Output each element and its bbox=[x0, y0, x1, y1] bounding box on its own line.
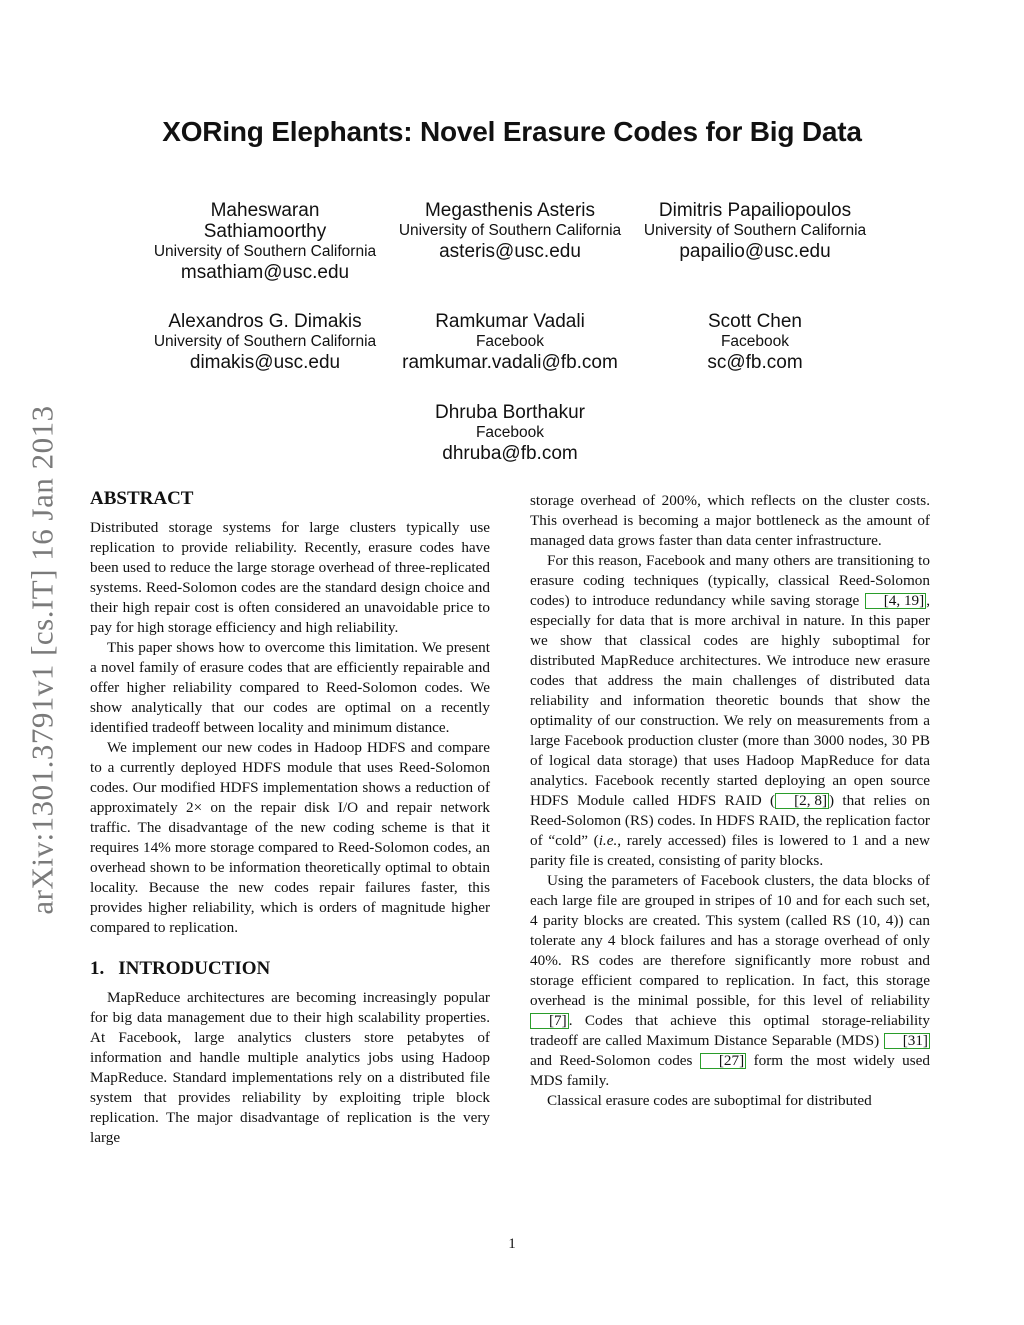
author-block bbox=[395, 311, 625, 373]
abstract-paragraph: This paper shows how to overcome this limitation. We present a novel family of erasure codes that are efficiently repairable and offer higher reliability compared to Reed-Solomon codes. We show analytically that our codes are optimal on a recently identified tradeoff between locality and minimum distance. bbox=[90, 639, 490, 736]
citation-link[interactable]: [27] bbox=[700, 1053, 746, 1069]
section-title: INTRODUCTION bbox=[118, 958, 271, 979]
author-affiliation: University of Southern California bbox=[398, 222, 622, 239]
abstract-paragraph: We implement our new codes in Hadoop HDFS and compare to a currently deployed HDFS module that uses Reed-Solomon codes. Our modified HDFS implementation shows a reduction of approximately 2× on the repair disk I/O and repair network traffic. The disadvantage of the new coding scheme is that it requires 14% more storage compared to Reed-Solomon codes, an overhead shown to be information theoretically optimal to obtain locality. Because the new codes repair failures faster, this provides higher reliability, which is orders of magnitude higher compared to replication. bbox=[90, 739, 490, 936]
citation-link[interactable]: [7] bbox=[530, 1013, 569, 1029]
author-name: Scott Chen bbox=[708, 311, 802, 332]
arxiv-identifier-text: arXiv:1301.3791v1 [cs.IT] 16 Jan 2013 bbox=[25, 405, 60, 915]
left-column bbox=[90, 488, 490, 1148]
author-email: sc@fb.com bbox=[707, 352, 803, 373]
author-block bbox=[640, 311, 870, 373]
citation-link[interactable]: [31] bbox=[884, 1033, 930, 1049]
author-block bbox=[150, 311, 380, 373]
author-block bbox=[395, 200, 625, 262]
section-number: 1. bbox=[90, 958, 105, 979]
citation-link[interactable]: [2, 8] bbox=[775, 793, 829, 809]
author-name: Dimitris Papailiopoulos bbox=[658, 200, 852, 221]
author-affiliation: Facebook bbox=[720, 333, 790, 350]
author-block bbox=[640, 200, 870, 262]
body-paragraph: For this reason, Facebook and many others are transitioning to erasure coding techniques (typically, classical Reed-Solomon codes) to introduce redundancy while saving storage [4, 19] , especially for data that is more archival in nature. In this paper we show that classical codes are highly suboptimal for distributed MapReduce architectures. We introduce new erasure codes that address the main challenges of distributed data reliability and information theoretic bounds that show the optimality of our construction. We rely on measurements from a large Facebook production cluster (more than 3000 nodes, 30 PB of logical data storage) that uses Hadoop MapReduce for data analytics. Facebook recently started deploying an open source HDFS Module called HDFS RAID ( [2, 8] ) that relies on Reed-Solomon (RS) codes. In HDFS RAID, the replication factor of “cold” (i.e., rarely accessed) files is lowered to 1 and a new parity file is created, consisting of parity blocks. bbox=[530, 552, 930, 869]
introduction-heading bbox=[90, 958, 490, 980]
author-affiliation: University of Southern California bbox=[643, 222, 867, 239]
author-affiliation: University of Southern California bbox=[153, 333, 377, 350]
author-email: asteris@usc.edu bbox=[439, 241, 581, 262]
abstract-paragraph: Distributed storage systems for large clusters typically use replication to provide reliability. Recently, erasure codes have been used to reduce the large storage overhead of three-replicated systems. Reed-Solomon codes are the standard design choice and their high repair cost is often considered an unavoidable price to pay for high storage efficiency and high reliability. bbox=[90, 519, 490, 636]
author-affiliation: Facebook bbox=[475, 424, 545, 441]
author-name: Alexandros G. Dimakis bbox=[168, 311, 362, 332]
body-paragraph: Classical erasure codes are suboptimal for distributed bbox=[547, 1092, 872, 1109]
author-name: Dhruba Borthakur bbox=[435, 402, 585, 423]
author-email: msathiam@usc.edu bbox=[180, 262, 350, 283]
author-block bbox=[395, 402, 625, 464]
introduction-paragraph: MapReduce architectures are becoming increasingly popular for big data management due to their high scalability properties. At Facebook, large analytics clusters store petabytes of information and handle multiple analytics jobs using Hadoop MapReduce. Standard implementations rely on a distributed file system that provides reliability by exploiting triple block replication. The major disadvantage of replication is the very large bbox=[90, 989, 490, 1146]
author-name: Megasthenis Asteris bbox=[424, 200, 596, 221]
author-name: Maheswaran Sathiamoorthy bbox=[203, 200, 327, 242]
author-block bbox=[150, 200, 380, 283]
author-affiliation: University of Southern California bbox=[153, 243, 377, 260]
author-affiliation: Facebook bbox=[475, 333, 545, 350]
author-email: dimakis@usc.edu bbox=[189, 352, 341, 373]
right-column bbox=[530, 491, 930, 1111]
arxiv-identifier bbox=[8, 380, 78, 940]
author-name: Ramkumar Vadali bbox=[435, 311, 585, 332]
page-number: 1 bbox=[508, 1236, 516, 1252]
paper-title: XORing Elephants: Novel Erasure Codes for Big Data bbox=[162, 116, 862, 147]
body-paragraph: Using the parameters of Facebook clusters, the data blocks of each large file are grouped in stripes of 10 and for each such set, 4 parity blocks are created. This system (called RS (10, 4)) can tolerate any 4 block failures and has a storage overhead of only 40%. RS codes are therefore significantly more robust and storage efficient compared to replication. In fact, this storage overhead is the minimal possible, for this level of reliability [7] . Codes that achieve this optimal storage-reliability tradeoff are called Maximum Distance Separable (MDS) [31] and Reed-Solomon codes [27] form the most widely used MDS family. bbox=[530, 872, 930, 1089]
author-email: ramkumar.vadali@fb.com bbox=[402, 352, 618, 373]
abstract-heading: ABSTRACT bbox=[90, 488, 194, 509]
body-paragraph: storage overhead of 200%, which reflects on the cluster costs. This overhead is becoming a major bottleneck as the amount of managed data grows faster than data center infrastructure. bbox=[530, 492, 930, 549]
author-email: dhruba@fb.com bbox=[442, 443, 578, 464]
citation-link[interactable]: [4, 19] bbox=[865, 593, 927, 609]
author-email: papailio@usc.edu bbox=[679, 241, 831, 262]
